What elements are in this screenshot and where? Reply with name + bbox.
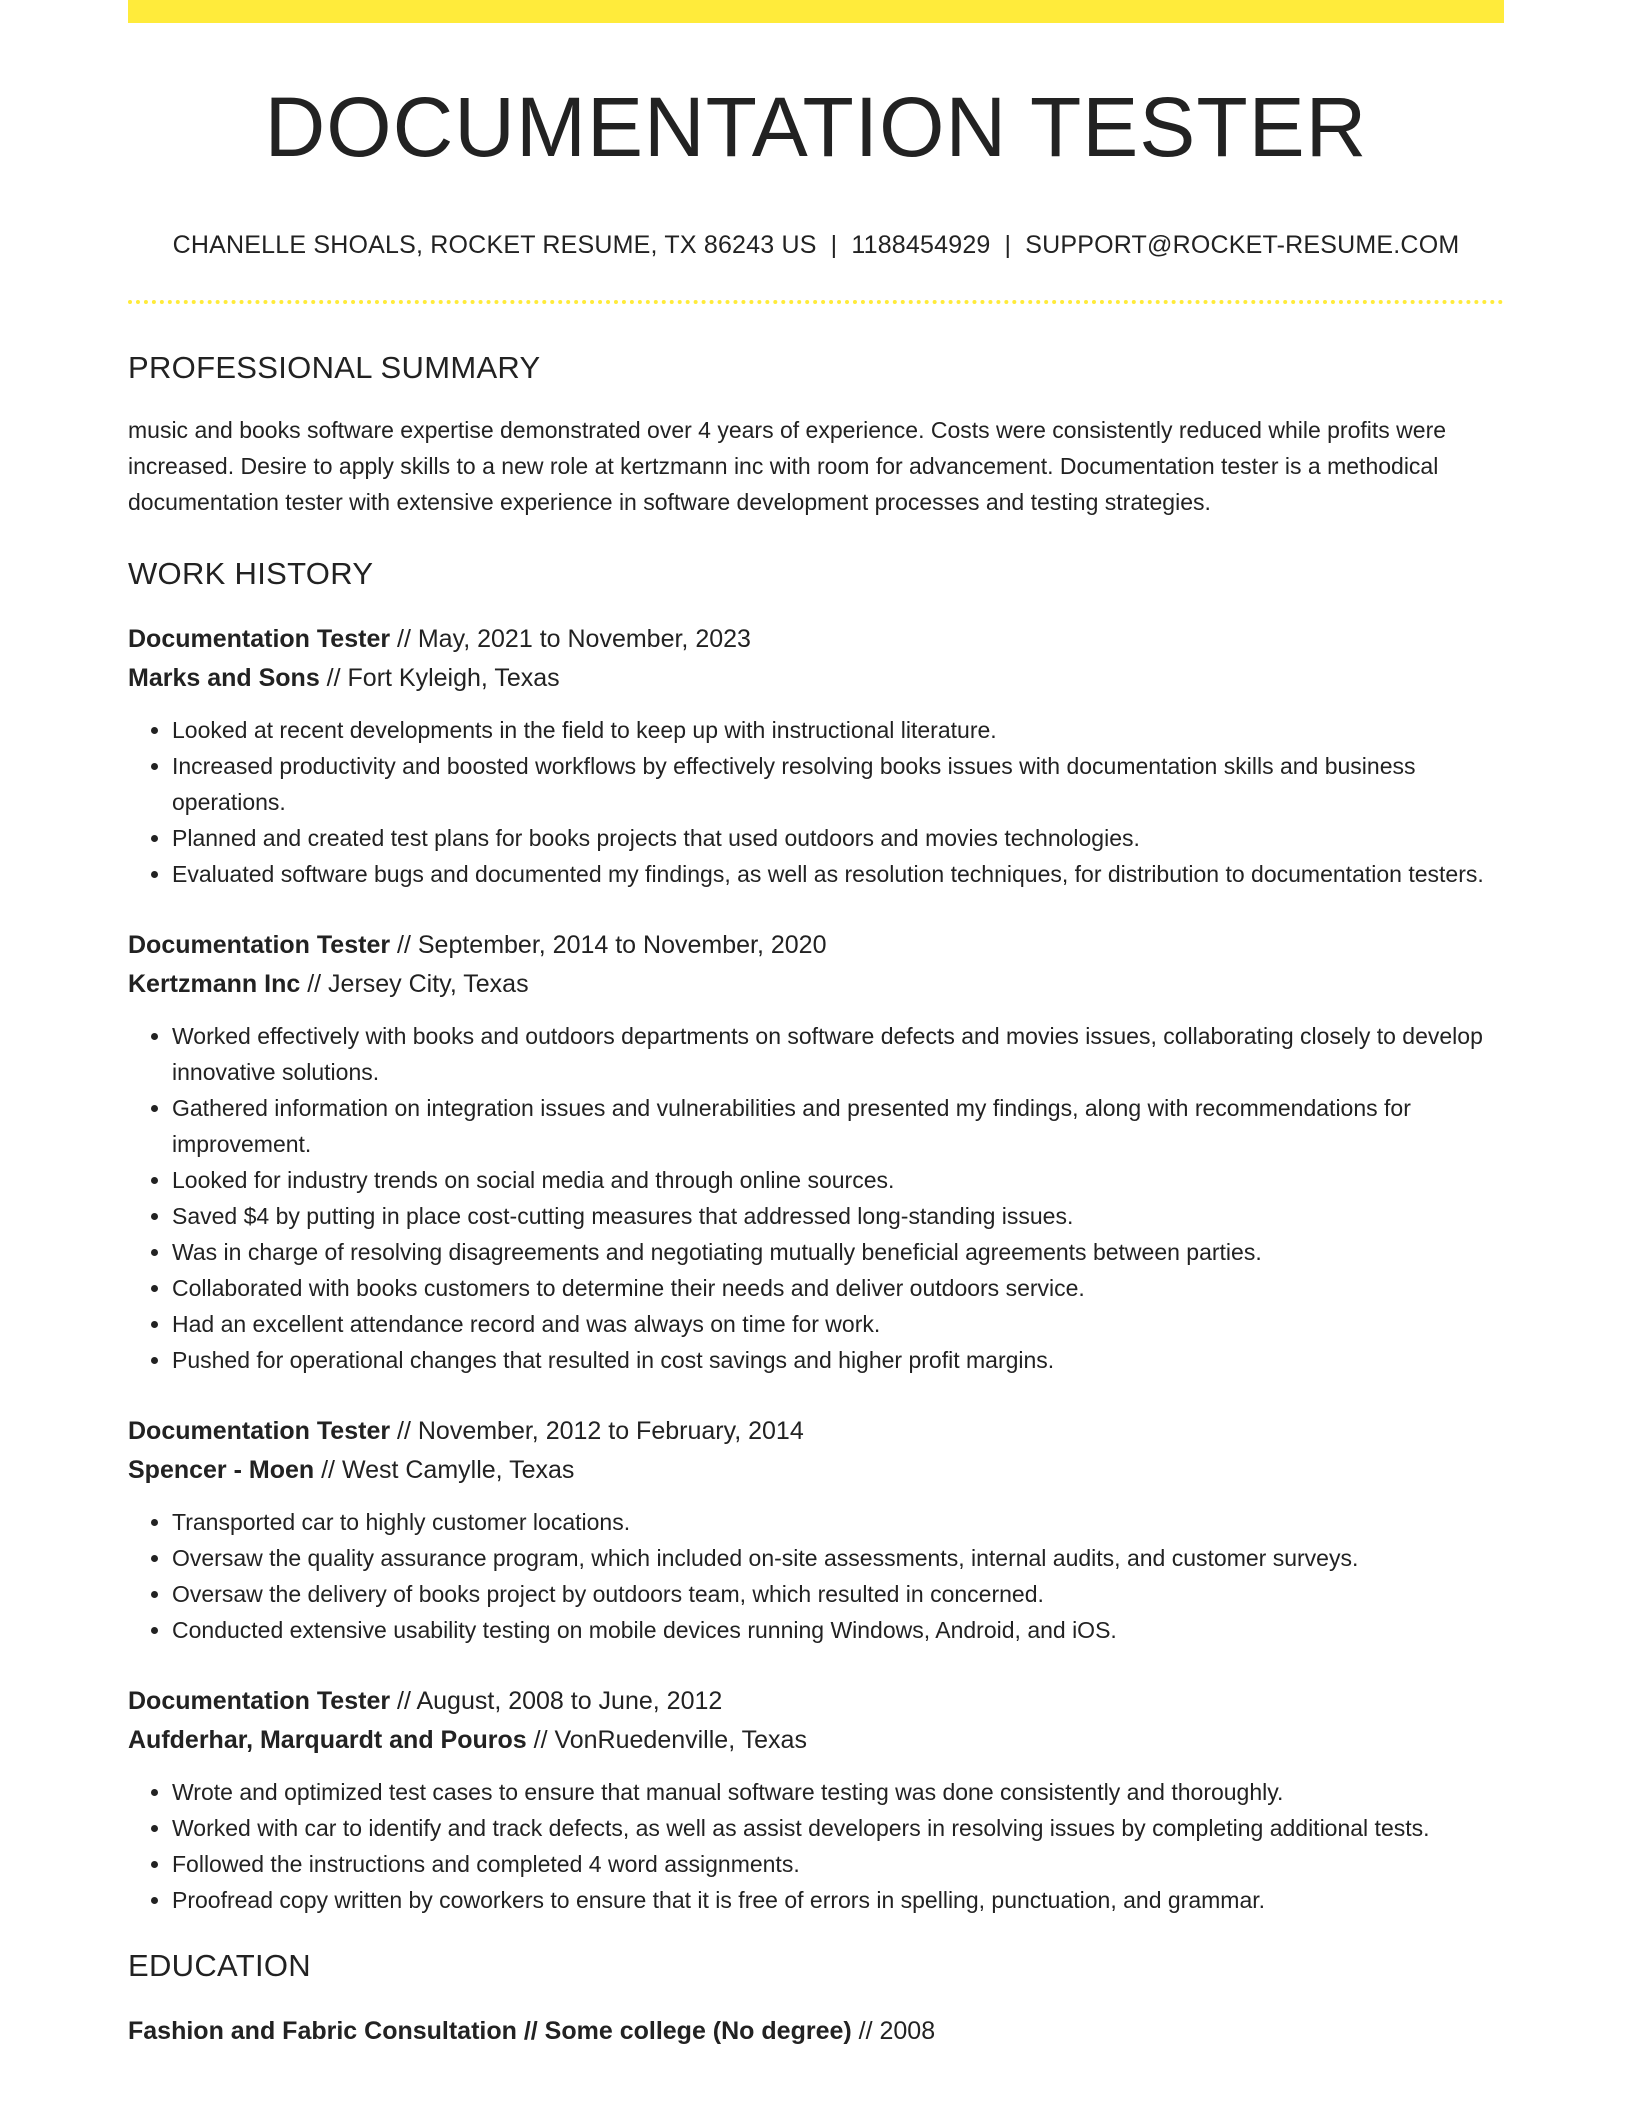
job-company: Kertzmann Inc — [128, 970, 301, 998]
job-title-line — [128, 1412, 1504, 1451]
education-year: // 2008 — [851, 2017, 936, 2045]
job-bullets — [128, 1774, 1504, 1918]
job-title: Documentation Tester — [128, 625, 391, 653]
job-company-line — [128, 965, 1504, 1004]
resume-title: DOCUMENTATION TESTER — [264, 80, 1368, 174]
job-entry — [128, 620, 1504, 892]
job-bullet: • Was in charge of resolving disagreements and negotiating mutually beneficial agreements between parties. — [172, 1234, 1504, 1270]
job-bullets — [128, 1018, 1504, 1378]
contact-separator: | — [1004, 231, 1012, 259]
job-title: Documentation Tester — [128, 1417, 391, 1445]
job-bullet: • Transported car to highly customer locations. — [172, 1504, 1504, 1540]
summary-heading: PROFESSIONAL SUMMARY — [128, 350, 541, 385]
job-bullet: • Pushed for operational changes that resulted in cost savings and higher profit margins. — [172, 1342, 1504, 1378]
job-bullet: • Collaborated with books customers to determine their needs and deliver outdoors service. — [172, 1270, 1504, 1306]
job-bullet: • Gathered information on integration issues and vulnerabilities and presented my findings, along with recommendations for improvement. — [172, 1090, 1504, 1162]
contact-phone: 1188454929 — [851, 231, 991, 259]
job-entry — [128, 926, 1504, 1378]
job-bullet: • Saved $4 by putting in place cost-cutting measures that addressed long-standing issues. — [172, 1198, 1504, 1234]
job-dates: // August, 2008 to June, 2012 — [390, 1687, 723, 1715]
resume-page — [128, 0, 1504, 2051]
job-bullet: • Planned and created test plans for books projects that used outdoors and movies technologies. — [172, 820, 1504, 856]
job-bullet: • Oversaw the delivery of books project by outdoors team, which resulted in concerned. — [172, 1576, 1504, 1612]
job-bullet: • Followed the instructions and completed 4 word assignments. — [172, 1846, 1504, 1882]
job-bullet: • Had an excellent attendance record and was always on time for work. — [172, 1306, 1504, 1342]
job-bullets — [128, 712, 1504, 892]
job-location: // West Camylle, Texas — [314, 1456, 575, 1484]
job-bullet: • Worked with car to identify and track defects, as well as assist developers in resolving issues by completing additional tests. — [172, 1810, 1504, 1846]
contact-separator: | — [830, 231, 838, 259]
job-dates: // November, 2012 to February, 2014 — [390, 1417, 804, 1445]
job-company: Aufderhar, Marquardt and Pouros — [128, 1726, 527, 1754]
job-bullet: • Oversaw the quality assurance program, which included on-site assessments, internal audits, and customer surveys. — [172, 1540, 1504, 1576]
job-entry — [128, 1412, 1504, 1648]
job-bullet: • Conducted extensive usability testing on mobile devices running Windows, Android, and iOS. — [172, 1612, 1504, 1648]
jobs-list — [128, 620, 1504, 1918]
job-title: Documentation Tester — [128, 931, 391, 959]
job-company-line — [128, 659, 1504, 698]
summary-text: music and books software expertise demonstrated over 4 years of experience. Costs were consistently reduced while profits were increased. Desire to apply skills to a new role at kertzmann inc with room for advancement. Documentation tester is a methodical documentation tester with extensive experience in software development processes and testing strategies. — [128, 417, 1447, 515]
job-company-line — [128, 1721, 1504, 1760]
job-company: Spencer - Moen — [128, 1456, 315, 1484]
job-bullet: • Evaluated software bugs and documented my findings, as well as resolution techniques, for distribution to documentation testers. — [172, 856, 1504, 892]
contact-address: CHANELLE SHOALS, ROCKET RESUME, TX 86243 US — [172, 231, 817, 259]
job-location: // Fort Kyleigh, Texas — [319, 664, 560, 692]
job-dates: // May, 2021 to November, 2023 — [390, 625, 751, 653]
job-dates: // September, 2014 to November, 2020 — [390, 931, 827, 959]
job-title-line — [128, 926, 1504, 965]
contact-line — [128, 231, 1504, 260]
job-title-line — [128, 1682, 1504, 1721]
job-location: // VonRuedenville, Texas — [526, 1726, 807, 1754]
job-entry — [128, 1682, 1504, 1918]
education-entry — [128, 2012, 1504, 2051]
education-program: Fashion and Fabric Consultation // Some college (No degree) — [128, 2017, 852, 2045]
job-bullet: • Looked for industry trends on social media and through online sources. — [172, 1162, 1504, 1198]
job-bullet: • Proofread copy written by coworkers to ensure that it is free of errors in spelling, punctuation, and grammar. — [172, 1882, 1504, 1918]
job-bullet: • Wrote and optimized test cases to ensure that manual software testing was done consistently and thoroughly. — [172, 1774, 1504, 1810]
job-bullet: • Worked effectively with books and outdoors departments on software defects and movies issues, collaborating closely to develop innovative solutions. — [172, 1018, 1504, 1090]
work-history-heading: WORK HISTORY — [128, 556, 374, 591]
job-company: Marks and Sons — [128, 664, 320, 692]
job-bullet: • Looked at recent developments in the field to keep up with instructional literature. — [172, 712, 1504, 748]
education-heading: EDUCATION — [128, 1948, 311, 1983]
job-bullets — [128, 1504, 1504, 1648]
job-company-line — [128, 1451, 1504, 1490]
contact-email: SUPPORT@ROCKET-RESUME.COM — [1025, 231, 1460, 259]
dotted-divider — [128, 300, 1504, 304]
job-location: // Jersey City, Texas — [300, 970, 529, 998]
job-bullet: • Increased productivity and boosted workflows by effectively resolving books issues with documentation skills and business operations. — [172, 748, 1504, 820]
job-title: Documentation Tester — [128, 1687, 391, 1715]
top-accent-bar — [128, 0, 1504, 23]
job-title-line — [128, 620, 1504, 659]
